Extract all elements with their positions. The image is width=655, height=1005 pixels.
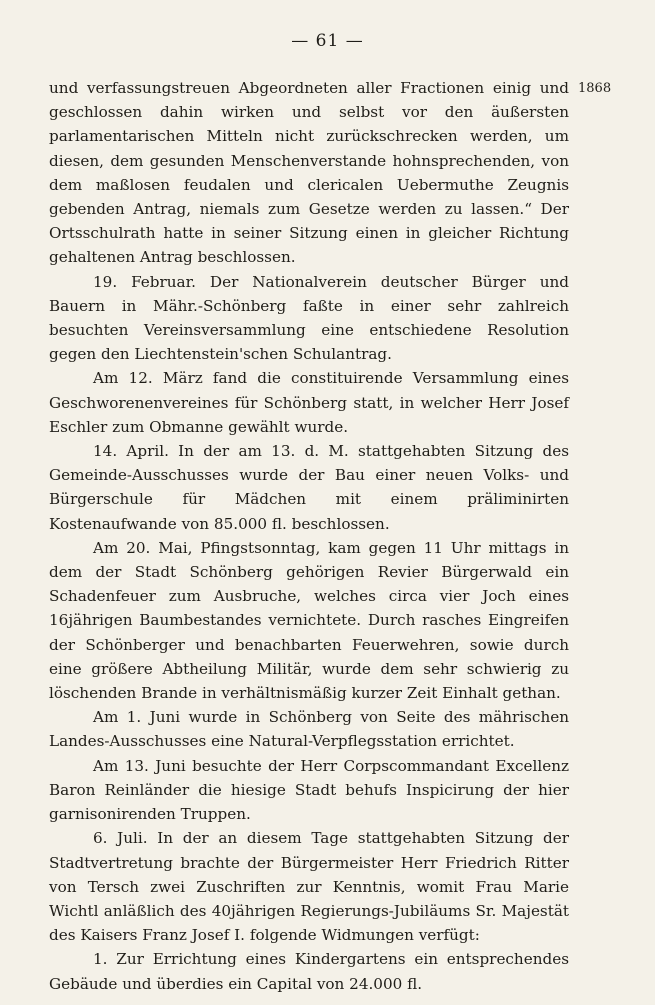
paragraph-list-item-1: 1. Zur Errichtung eines Kindergartens ein entsprechendes Gebäude und überdies ein Capital von 24.000 fl. [49, 950, 569, 993]
paragraph-april: 14. April. In der am 13. d. M. stattgehabten Sitzung des Gemeinde-Ausschusses wurde der Bau einer neuen Volks- und Bürgerschule für Mädchen mit einem präliminirten Kostenaufwande von 85.000 fl. beschlossen. [49, 442, 569, 533]
paragraph-june-1: Am 1. Juni wurde in Schönberg von Seite des mährischen Landes-Ausschusses eine Natural-Verpflegsstation errichtet. [49, 708, 569, 751]
paragraph-july: 6. Juli. In der an diesem Tage stattgehabten Sitzung der Stadtvertretung brachte der Bürgermeister Herr Friedrich Ritter von Tersch zwei Zuschriften zur Kenntnis, womit Frau Marie Wichtl anläßlich des 40jährigen Regierungs-Jubiläums Sr. Majestät des Kaisers Franz Josef I. folgende Widmungen verfügt: [49, 829, 569, 945]
page-number: — 61 — [291, 31, 364, 51]
paragraph-june-13: Am 13. Juni besuchte der Herr Corpscommandant Excellenz Baron Reinländer die hiesige Stadt behufs Inspicirung der hier garnisonirenden Truppen. [49, 756, 569, 824]
paragraph-february: 19. Februar. Der Nationalverein deutscher Bürger und Bauern in Mähr.-Schönberg faßte in einer sehr zahlreich besuchten Vereinsversammlung eine entschiedene Resolution gegen den Liechtenstein'schen Schulantrag. [49, 272, 569, 364]
paragraph-continuation: und verfassungstreuen Abgeordneten aller Fractionen einig und geschlossen dahin wirken und selbst vor den äußersten parlamentarischen Mitteln nicht zurückschrecken werden, um diesen, dem gesunden Menschenverstande hohnsprechenden, von dem maßlosen feudalen und clericalen Uebermuthe Zeugnis gebenden Antrag, niemals zum Gesetze werden zu lassen.“ Der Ortsschulrath hatte in seiner Sitzung einen in gleicher Richtung gehaltenen Antrag beschlossen. [49, 79, 569, 267]
margin-year-note: 1868 [578, 81, 612, 96]
document-body [49, 76, 569, 996]
paragraph-march: Am 12. März fand die constituirende Versammlung eines Geschworenenvereines für Schönberg statt, in welcher Herr Josef Eschler zum Obmanne gewählt wurde. [49, 369, 569, 436]
paragraph-may: Am 20. Mai, Pfingstsonntag, kam gegen 11 Uhr mittags in dem der Stadt Schönberg gehörigen Revier Bürgerwald ein Schadenfeuer zum Ausbruche, welches circa vier Joch eines 16jährigen Baumbestandes vernichtete. Durch rasches Eingreifen der Schönberger und benachbarten Feuerwehren, sowie durch eine größere Abtheilung Militär, wurde dem sehr schwierig zu löschenden Brande in verhältnismäßig kurzer Zeit Einhalt gethan. [49, 538, 569, 703]
